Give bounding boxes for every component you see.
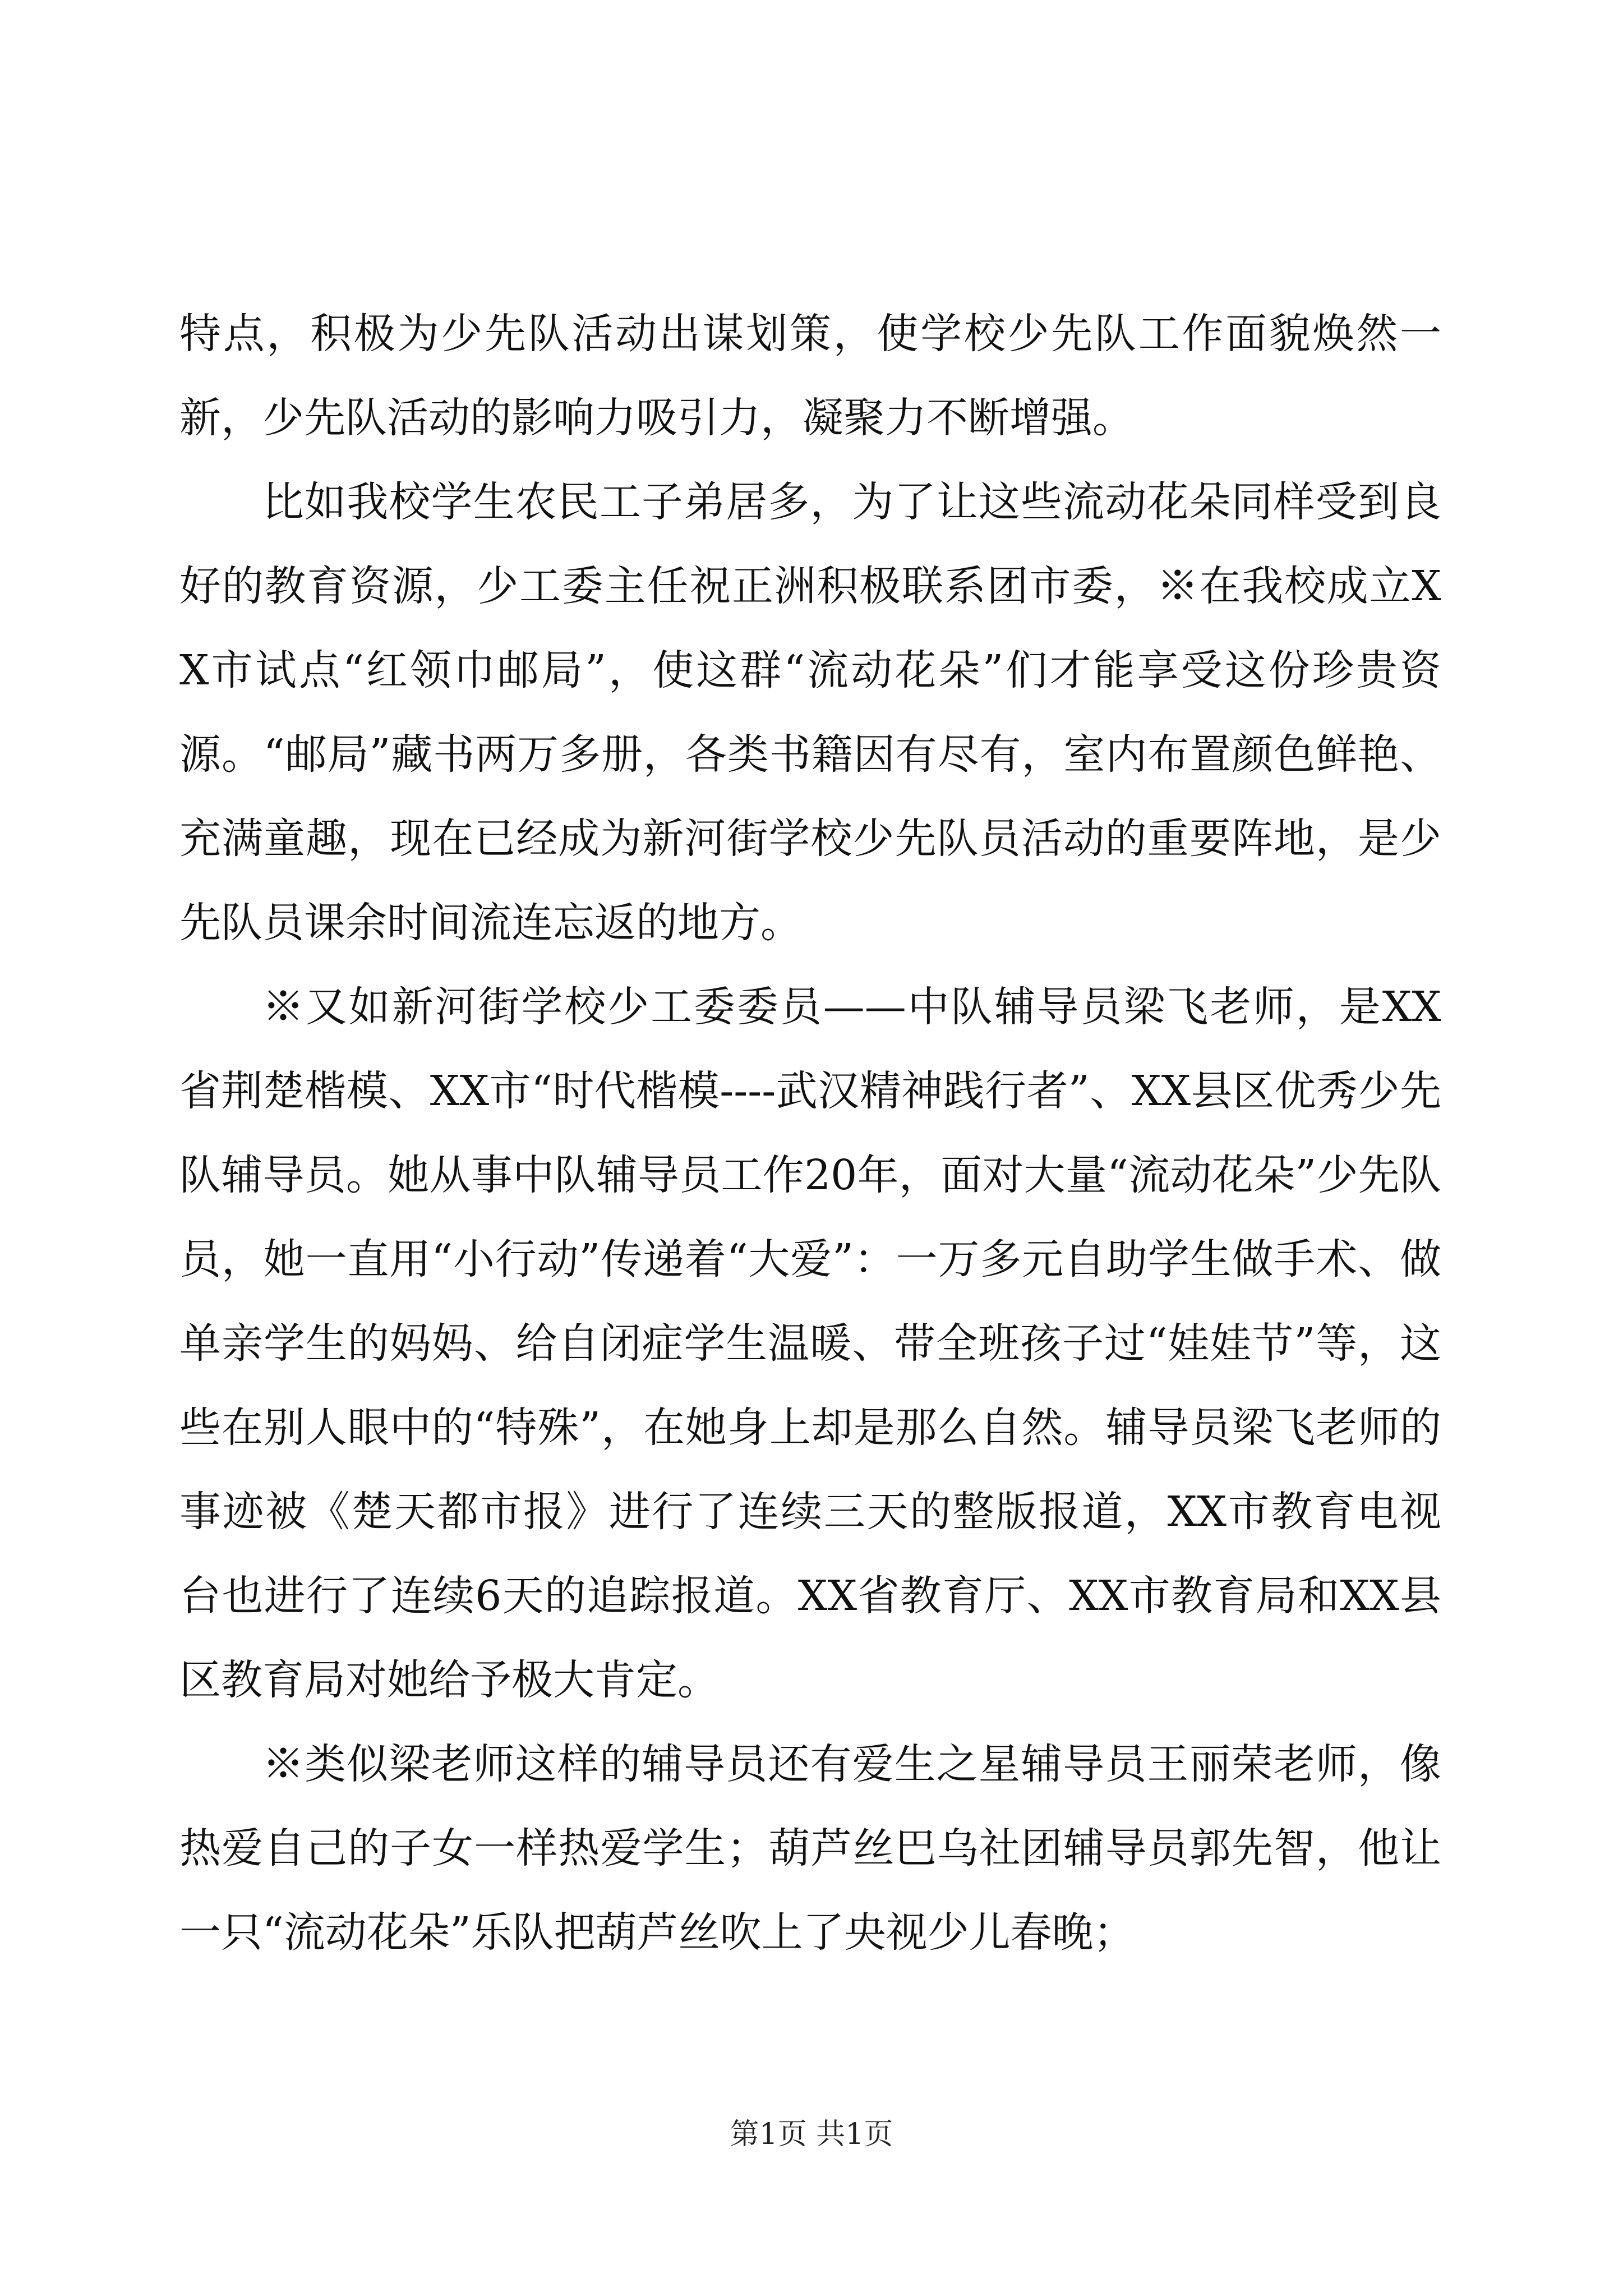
document-body — [179, 292, 1441, 1975]
paragraph-1: 特点，积极为少先队活动出谋划策，使学校少先队工作面貌焕然一新，少先队活动的影响力吸引力，凝聚力不断增强。 — [179, 310, 1441, 442]
paragraph-3: ※又如新河街学校少工委委员——中队辅导员梁飞老师，是XX省荆楚楷模、XX市“时代楷模----武汉精神践行者”、XX县区优秀少先队辅导员。她从事中队辅导员工作20年，面对大量“流动花朵”少先队员，她一直用“小行动”传递着“大爱”：一万多元自助学生做手术、做单亲学生的妈妈、给自闭症学生温暖、带全班孩子过“娃娃节”等，这些在别人眼中的“特殊”，在她身上却是那么自然。辅导员梁飞老师的事迹被《楚天都市报》进行了连续三天的整版报道，XX市教育电视台也进行了连续6天的追踪报道。XX省教育厅、XX市教育局和XX县区教育局对她给予极大肯定。 — [179, 983, 1441, 1704]
paragraph-4: ※类似梁老师这样的辅导员还有爱生之星辅导员王丽荣老师，像热爱自己的子女一样热爱学生；葫芦丝巴乌社团辅导员郭先智，他让一只“流动花朵”乐队把葫芦丝吹上了央视少儿春晚； — [179, 1740, 1441, 1957]
page-footer — [0, 2115, 1623, 2154]
paragraph-2: 比如我校学生农民工子弟居多，为了让这些流动花朵同样受到良好的教育资源，少工委主任祝正洲积极联系团市委，※在我校成立XX市试点“红领巾邮局”，使这群“流动花朵”们才能享受这份珍贵资源。“邮局”藏书两万多册，各类书籍因有尽有，室内布置颜色鲜艳、充满童趣，现在已经成为新河街学校少先队员活动的重要阵地，是少先队员课余时间流连忘返的地方。 — [179, 478, 1441, 947]
page-number-label: 第1页 共1页 — [730, 2118, 893, 2151]
